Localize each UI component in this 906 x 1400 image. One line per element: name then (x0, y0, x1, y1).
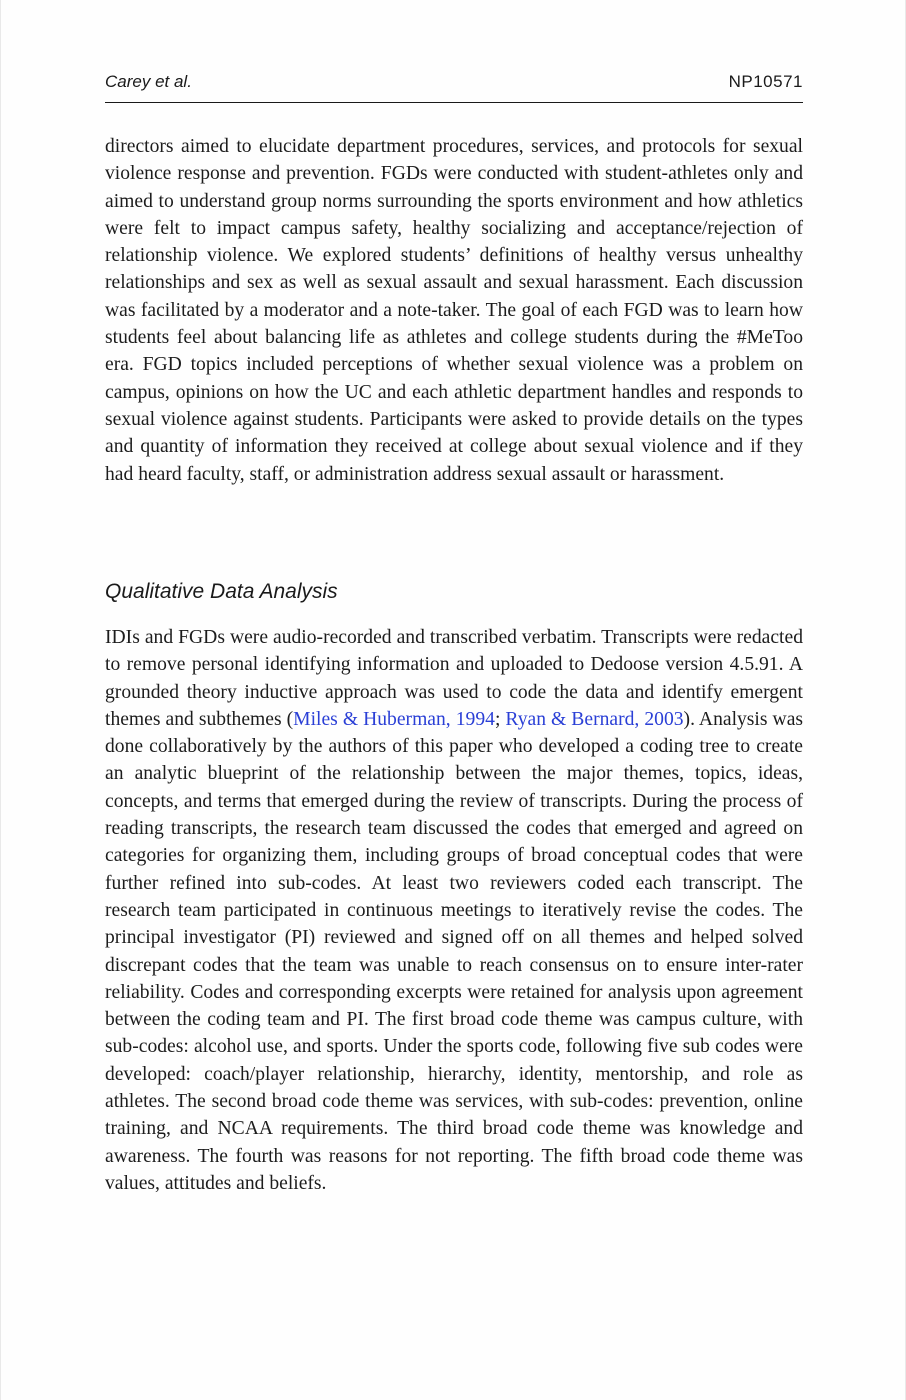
section-heading: Qualitative Data Analysis (105, 580, 338, 603)
paragraph-text-start: IDIs and FGDs were audio-recorded and transcribed verbatim. Transcripts were redacted to remove personal identifying information and uploaded to Dedoose version 4.5.91. A grounded theory inductive approach was used to code the data and identify emergent themes and subthemes ( (105, 627, 803, 730)
running-header (105, 68, 803, 103)
body-paragraph-analysis (105, 624, 803, 1197)
paragraph-text-end: ). Analysis was done collaboratively by the authors of this paper who developed a coding tree to create an analytic blueprint of the relationship between the major themes, topics, ideas, concepts, and terms that emerged during the review of transcripts. During the process of reading transcripts, the research team discussed the codes that emerged and agreed on categories for organizing them, including groups of broad conceptual codes that were further refined into sub-codes. At least two reviewers coded each transcript. The research team participated in continuous meetings to iteratively revise the codes. The principal investigator (PI) reviewed and signed off on all themes and helped solved discrepant codes that the team was unable to reach consensus on to ensure inter-rater reliability. Codes and corresponding excerpts were retained for analysis upon agreement between the coding team and PI. The first broad code theme was campus culture, with sub-codes: alcohol use, and sports. Under the sports code, following five sub codes were developed: coach/player relationship, hierarchy, identity, mentorship, and role as athletes. The second broad code theme was services, with sub-codes: prevention, online training, and NCAA requirements. The third broad code theme was knowledge and awareness. The fourth was reasons for not reporting. The fifth broad code theme was values, attitudes and beliefs. (105, 708, 804, 1194)
body-paragraph-methods: directors aimed to elucidate department procedures, services, and protocols for sexual violence response and prevention. FGDs were conducted with student-athletes only and aimed to understand group norms surrounding the sports environment and how athletics were felt to impact campus safety, healthy socializing and acceptance/rejection of relationship violence. We explored students’ definitions of healthy versus unhealthy relationships and sex as well as sexual assault and sexual harassment. Each discussion was facilitated by a moderator and a note-taker. The goal of each FGD was to learn how students feel about balancing life as athletes and college students during the #MeToo era. FGD topics included perceptions of whether sexual violence was a problem on campus, opinions on how the UC and each athletic department handles and responds to sexual violence against students. Participants were asked to provide details on the types and quantity of information they received at college about sexual violence and if they had heard faculty, staff, or administration address sexual assault or harassment. (105, 136, 803, 485)
running-head-authors: Carey et al. (105, 72, 192, 91)
running-head-article-id: NP10571 (728, 72, 803, 91)
citation-link-ryan-bernard[interactable]: Ryan & Bernard, 2003 (505, 708, 684, 730)
citation-separator: ; (494, 708, 506, 730)
citation-link-miles-huberman[interactable]: Miles & Huberman, 1994 (293, 708, 495, 730)
